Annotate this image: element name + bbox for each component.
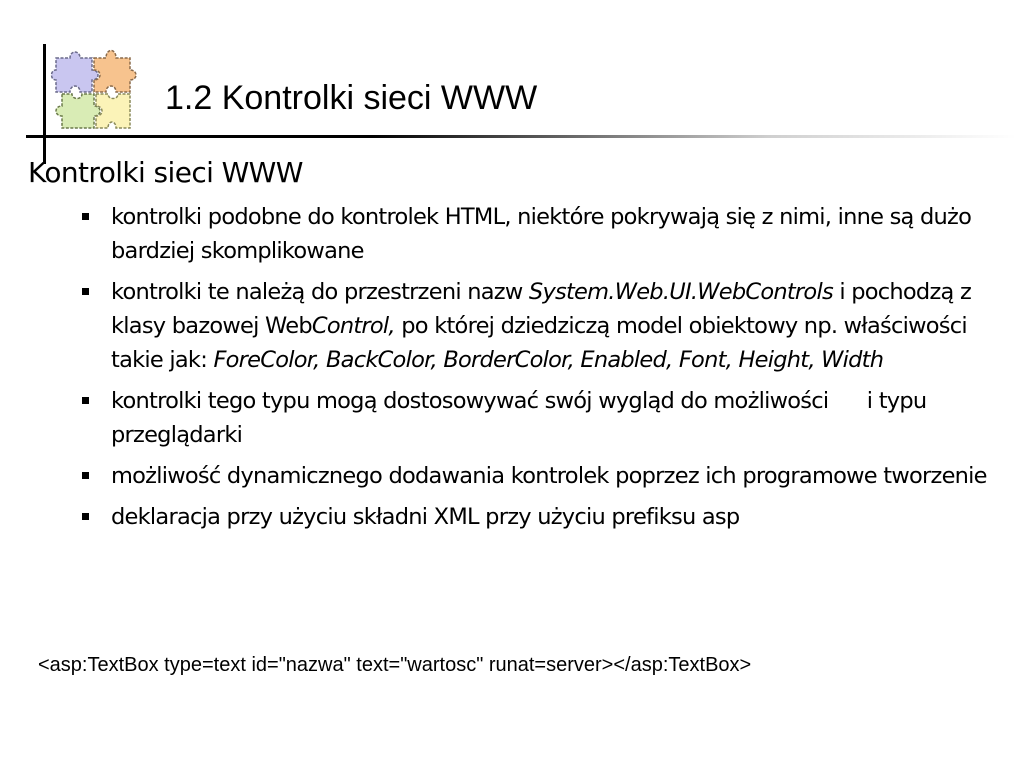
puzzle-pieces-icon bbox=[50, 40, 140, 135]
bullet-square-icon bbox=[82, 472, 89, 479]
code-example: <asp:TextBox type=text id="nazwa" text="wartosc" runat=server></asp:TextBox> bbox=[38, 654, 752, 676]
bullet-square-icon bbox=[82, 213, 89, 220]
bullet-text: możliwość dynamicznego dodawania kontrolek poprzez ich programowe tworzenie bbox=[111, 463, 987, 489]
bullet-square-icon bbox=[82, 288, 89, 295]
bullet-text: deklaracja przy użyciu składni XML przy użyciu prefiksu asp bbox=[111, 504, 740, 530]
class-name: Control, bbox=[311, 313, 395, 339]
bullet-text: kontrolki podobne do kontrolek HTML, niektóre pokrywają się z nimi, inne są dużo bardziej skomplikowane bbox=[111, 204, 972, 264]
bullet-text: kontrolki tego typu mogą dostosowywać swój wygląd do możliwości i typu przeglądarki bbox=[111, 388, 933, 448]
property-list: ForeColor, BackColor, BorderColor, Enabled, Font, Height, Width bbox=[213, 347, 884, 373]
title-vertical-rule bbox=[43, 44, 46, 164]
bullet-item bbox=[80, 459, 1015, 493]
bullet-list bbox=[80, 200, 1015, 541]
title-horizontal-rule bbox=[26, 135, 1016, 138]
bullet-square-icon bbox=[82, 397, 89, 404]
bullet-text: i pochodzą z klasy bazowej Web bbox=[111, 279, 972, 339]
bullet-item bbox=[80, 384, 1015, 452]
bullet-item bbox=[80, 200, 1015, 268]
section-heading: Kontrolki sieci WWW bbox=[28, 156, 303, 189]
bullet-item bbox=[80, 500, 1015, 534]
namespace-name: System.Web.UI.WebControls bbox=[528, 279, 833, 305]
bullet-text: po której dziedziczą model obiektowy np. właściwości takie jak: bbox=[111, 313, 967, 373]
slide-title: 1.2 Kontrolki sieci WWW bbox=[165, 79, 538, 117]
bullet-square-icon bbox=[82, 513, 89, 520]
bullet-item bbox=[80, 275, 1015, 377]
bullet-text: kontrolki te należą do przestrzeni nazw bbox=[111, 279, 529, 305]
